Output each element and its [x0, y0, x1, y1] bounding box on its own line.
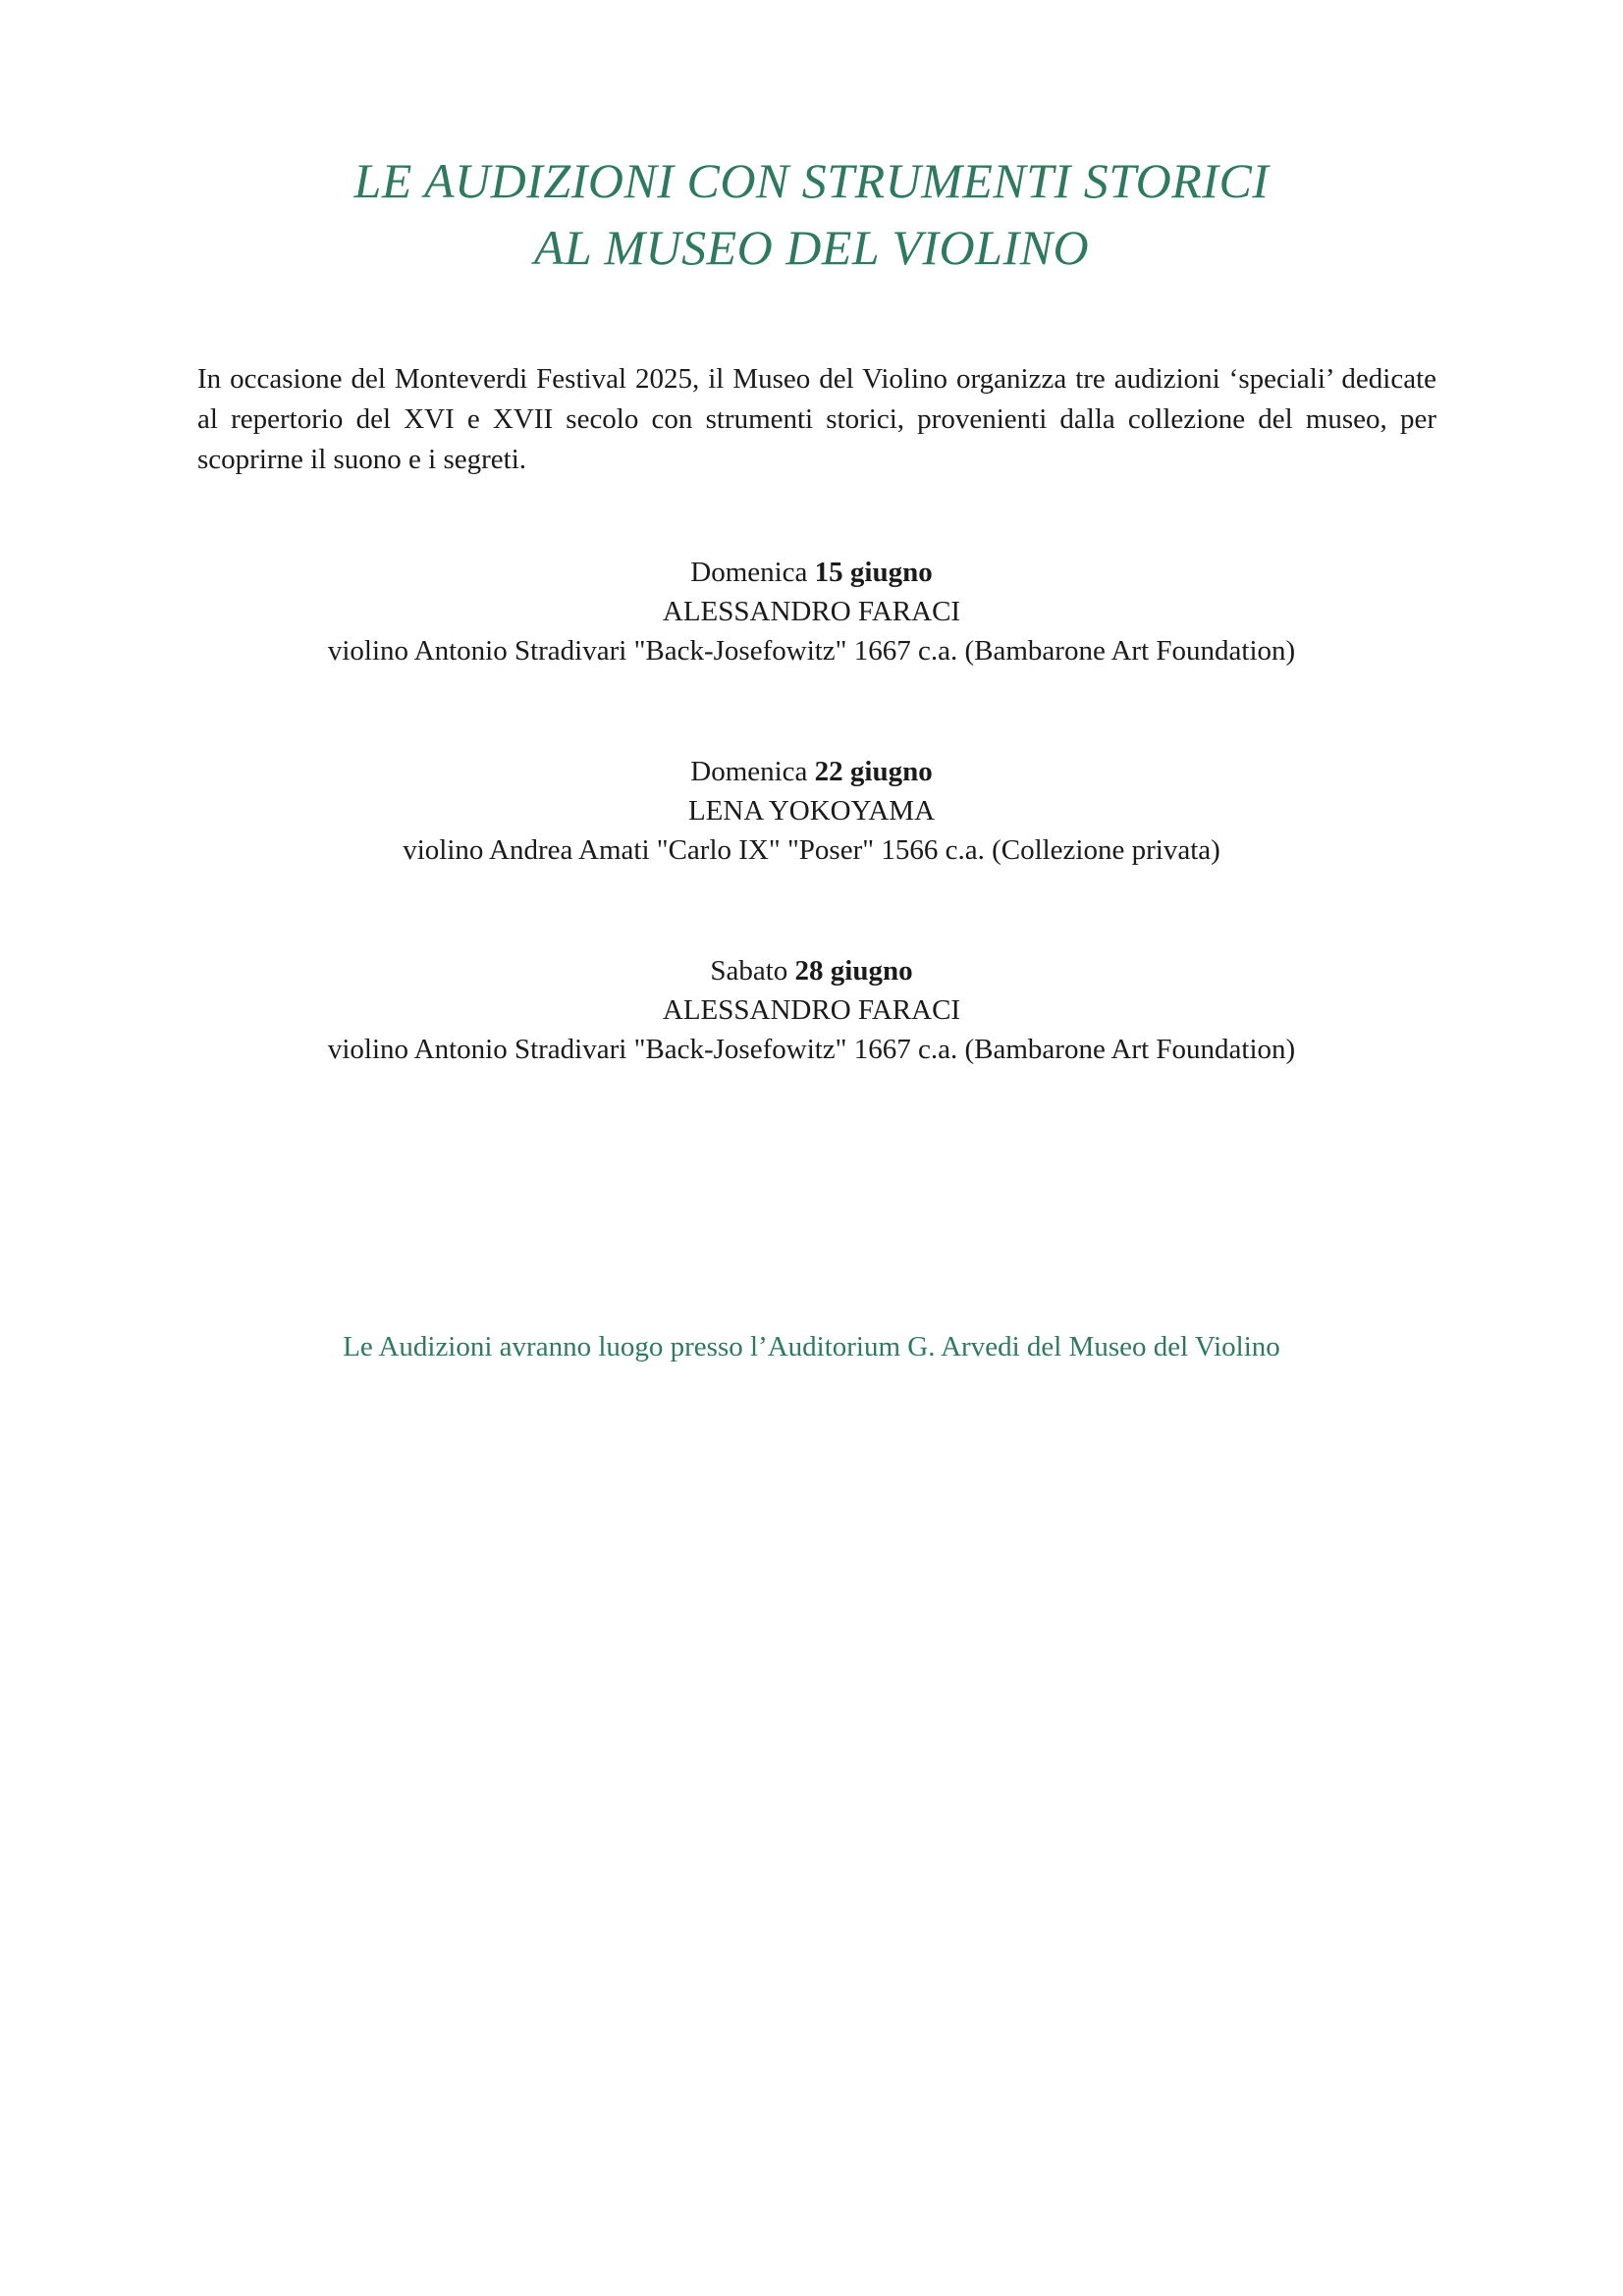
event-entry — [0, 752, 1623, 870]
event-entry — [0, 951, 1623, 1069]
venue-note: Le Audizioni avranno luogo presso l’Auditorium G. Arvedi del Museo del Violino — [343, 1331, 1280, 1362]
event-performer: ALESSANDRO FARACI — [662, 994, 961, 1026]
event-date — [0, 553, 1623, 592]
event-instrument: violino Antonio Stradivari "Back-Josefowitz" 1667 c.a. (Bambarone Art Foundation) — [327, 635, 1296, 667]
event-performer: ALESSANDRO FARACI — [662, 596, 961, 627]
page-title-line-1: LE AUDIZIONI CON STRUMENTI STORICI — [353, 153, 1270, 208]
page-title — [0, 147, 1623, 281]
event-instrument: violino Antonio Stradivari "Back-Josefowitz" 1667 c.a. (Bambarone Art Foundation) — [327, 1034, 1296, 1065]
page-title-line-2: AL MUSEO DEL VIOLINO — [533, 220, 1090, 275]
event-date — [0, 951, 1623, 990]
event-date — [0, 752, 1623, 791]
event-day: Domenica — [690, 557, 808, 588]
event-date-bold: 22 giugno — [814, 756, 933, 787]
event-day: Domenica — [690, 756, 808, 787]
event-day: Sabato — [710, 955, 788, 987]
event-instrument: violino Andrea Amati "Carlo IX" "Poser" 1566 c.a. (Collezione privata) — [403, 834, 1220, 866]
intro-paragraph: In occasione del Monteverdi Festival 2025, il Museo del Violino organizza tre audizioni ‘speciali’ dedicate al repertorio del XVI e XVII secolo con strumenti storici, provenienti dalla collezione del museo, per scoprirne il suono e i segreti. — [197, 363, 1436, 475]
event-date-bold: 28 giugno — [794, 955, 913, 987]
event-entry — [0, 553, 1623, 670]
event-date-bold: 15 giugno — [814, 557, 933, 588]
event-performer: LENA YOKOYAMA — [687, 795, 936, 827]
